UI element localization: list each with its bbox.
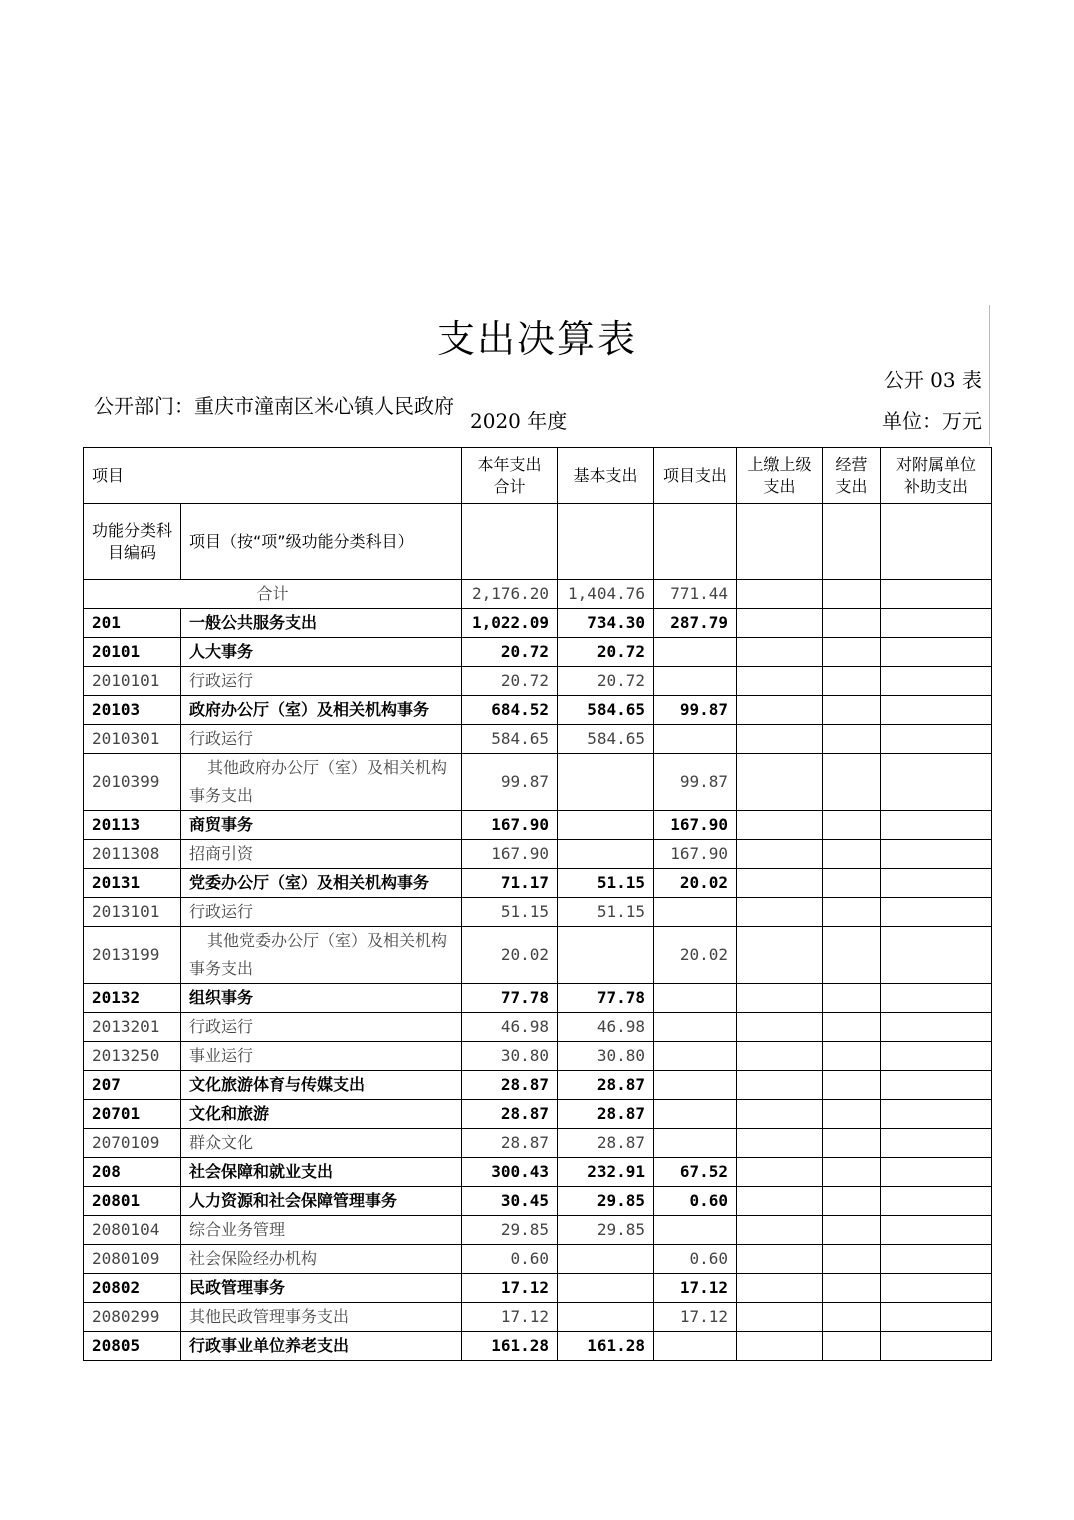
empty-cell: [737, 840, 823, 869]
empty-cell: [881, 869, 992, 898]
empty-cell: [823, 1274, 881, 1303]
table-row: [84, 1129, 992, 1158]
basic-cell: [558, 1274, 654, 1303]
name-cell: 其他党委办公厅（室）及相关机构事务支出: [181, 927, 462, 984]
code-cell: 2010399: [84, 754, 181, 811]
empty-cell: [881, 1129, 992, 1158]
total-cell: 99.87: [462, 754, 558, 811]
code-cell: 2070109: [84, 1129, 181, 1158]
empty-cell: [737, 667, 823, 696]
table-row: [84, 984, 992, 1013]
empty-cell: [881, 898, 992, 927]
table-row: [84, 1332, 992, 1361]
header-business: 经营支出: [823, 448, 881, 504]
empty-cell: [737, 609, 823, 638]
table-row: [84, 927, 992, 984]
basic-cell: 584.65: [558, 696, 654, 725]
empty-cell: [881, 1216, 992, 1245]
code-cell: 2080104: [84, 1216, 181, 1245]
empty-cell: [823, 1332, 881, 1361]
project-cell: [654, 984, 737, 1013]
name-cell: 其他民政管理事务支出: [181, 1303, 462, 1332]
empty-cell: [737, 1013, 823, 1042]
basic-cell: [558, 811, 654, 840]
total-cell: 28.87: [462, 1129, 558, 1158]
total-row: [84, 580, 992, 609]
table-row: [84, 1013, 992, 1042]
total-cell: 2,176.20: [462, 580, 558, 609]
empty-cell: [881, 1071, 992, 1100]
total-cell: 300.43: [462, 1158, 558, 1187]
basic-cell: 51.15: [558, 869, 654, 898]
table-row: [84, 1071, 992, 1100]
table-row: [84, 725, 992, 754]
table-row: [84, 1042, 992, 1071]
expenditure-table: [83, 447, 992, 1361]
table-row: [84, 609, 992, 638]
empty-cell: [737, 1332, 823, 1361]
name-cell: 其他政府办公厅（室）及相关机构事务支出: [181, 754, 462, 811]
empty-cell: [823, 811, 881, 840]
empty-cell: [823, 667, 881, 696]
table-row: [84, 1187, 992, 1216]
empty-cell: [881, 927, 992, 984]
code-cell: 2013101: [84, 898, 181, 927]
name-cell: 行政运行: [181, 898, 462, 927]
empty-cell: [881, 1245, 992, 1274]
name-cell: 商贸事务: [181, 811, 462, 840]
table-row: [84, 1216, 992, 1245]
empty-cell: [823, 927, 881, 984]
basic-cell: 28.87: [558, 1100, 654, 1129]
empty-cell: [737, 1216, 823, 1245]
basic-cell: 77.78: [558, 984, 654, 1013]
project-cell: 67.52: [654, 1158, 737, 1187]
total-cell: 30.45: [462, 1187, 558, 1216]
name-cell: 社会保险经办机构: [181, 1245, 462, 1274]
project-cell: [654, 1332, 737, 1361]
basic-cell: 51.15: [558, 898, 654, 927]
header-name: 项目（按“项”级功能分类科目）: [181, 504, 462, 580]
total-cell: 20.72: [462, 638, 558, 667]
project-cell: [654, 667, 737, 696]
empty-cell: [823, 1129, 881, 1158]
total-cell: 28.87: [462, 1100, 558, 1129]
total-cell: 46.98: [462, 1013, 558, 1042]
empty-cell: [737, 1158, 823, 1187]
empty-cell: [737, 638, 823, 667]
table-row: [84, 638, 992, 667]
empty-cell: [737, 1274, 823, 1303]
empty-cell: [881, 1303, 992, 1332]
project-cell: 0.60: [654, 1245, 737, 1274]
basic-cell: 161.28: [558, 1332, 654, 1361]
empty-cell: [823, 1303, 881, 1332]
name-cell: 行政运行: [181, 667, 462, 696]
empty-cell: [881, 725, 992, 754]
table-row: [84, 898, 992, 927]
empty-cell: [881, 1332, 992, 1361]
basic-cell: [558, 1303, 654, 1332]
code-cell: 2010101: [84, 667, 181, 696]
header-subsidy: 对附属单位补助支出: [881, 448, 992, 504]
total-cell: 0.60: [462, 1245, 558, 1274]
project-cell: [654, 638, 737, 667]
empty-cell: [823, 754, 881, 811]
basic-cell: 30.80: [558, 1042, 654, 1071]
project-cell: 20.02: [654, 869, 737, 898]
basic-cell: 28.87: [558, 1129, 654, 1158]
empty-cell: [881, 696, 992, 725]
total-cell: 161.28: [462, 1332, 558, 1361]
basic-cell: 232.91: [558, 1158, 654, 1187]
empty-cell: [737, 696, 823, 725]
project-cell: [654, 898, 737, 927]
basic-cell: 20.72: [558, 638, 654, 667]
empty-cell: [737, 898, 823, 927]
header-basic: 基本支出: [558, 448, 654, 504]
empty-cell: [823, 1216, 881, 1245]
subheader-row: [84, 504, 992, 580]
total-cell: 77.78: [462, 984, 558, 1013]
empty-cell: [881, 984, 992, 1013]
empty-cell: [881, 1042, 992, 1071]
empty-cell: [823, 1013, 881, 1042]
project-cell: [654, 1100, 737, 1129]
name-cell: 社会保障和就业支出: [181, 1158, 462, 1187]
empty-cell: [737, 869, 823, 898]
project-cell: 0.60: [654, 1187, 737, 1216]
project-cell: [654, 1013, 737, 1042]
name-cell: 一般公共服务支出: [181, 609, 462, 638]
basic-cell: 46.98: [558, 1013, 654, 1042]
total-cell: 17.12: [462, 1274, 558, 1303]
project-cell: [654, 1042, 737, 1071]
code-cell: 20701: [84, 1100, 181, 1129]
project-cell: [654, 1071, 737, 1100]
empty-cell: [823, 1245, 881, 1274]
basic-cell: 28.87: [558, 1071, 654, 1100]
empty-cell: [737, 725, 823, 754]
name-cell: 人大事务: [181, 638, 462, 667]
total-cell: 167.90: [462, 840, 558, 869]
empty-cell: [823, 696, 881, 725]
fiscal-year: 2020 年度: [470, 409, 568, 433]
table-row: [84, 869, 992, 898]
name-cell: 事业运行: [181, 1042, 462, 1071]
empty-cell: [737, 1187, 823, 1216]
name-cell: 行政事业单位养老支出: [181, 1332, 462, 1361]
project-cell: 99.87: [654, 754, 737, 811]
basic-cell: 29.85: [558, 1187, 654, 1216]
empty-cell: [823, 984, 881, 1013]
project-cell: [654, 1216, 737, 1245]
total-cell: 584.65: [462, 725, 558, 754]
unit-label: 单位：万元: [882, 409, 982, 433]
table-row: [84, 754, 992, 811]
total-cell: 51.15: [462, 898, 558, 927]
total-cell: 20.72: [462, 667, 558, 696]
code-cell: 20805: [84, 1332, 181, 1361]
empty-cell: [881, 1100, 992, 1129]
table-row: [84, 1245, 992, 1274]
code-cell: 2011308: [84, 840, 181, 869]
empty-cell: [823, 1100, 881, 1129]
empty-cell: [881, 1274, 992, 1303]
code-cell: 201: [84, 609, 181, 638]
name-cell: 行政运行: [181, 725, 462, 754]
empty-cell: [823, 1158, 881, 1187]
header-code: 功能分类科目编码: [84, 504, 181, 580]
total-cell: 20.02: [462, 927, 558, 984]
code-cell: 20103: [84, 696, 181, 725]
code-cell: 207: [84, 1071, 181, 1100]
table-row: [84, 1100, 992, 1129]
project-cell: 167.90: [654, 811, 737, 840]
code-cell: 20101: [84, 638, 181, 667]
empty-cell: [881, 667, 992, 696]
total-cell: 167.90: [462, 811, 558, 840]
basic-cell: [558, 927, 654, 984]
empty-cell: [737, 927, 823, 984]
code-cell: 20113: [84, 811, 181, 840]
total-label: 合计: [84, 580, 462, 609]
code-cell: 20132: [84, 984, 181, 1013]
empty-cell: [737, 1129, 823, 1158]
empty-cell: [737, 811, 823, 840]
name-cell: 综合业务管理: [181, 1216, 462, 1245]
code-cell: 2010301: [84, 725, 181, 754]
basic-cell: [558, 840, 654, 869]
name-cell: 招商引资: [181, 840, 462, 869]
total-cell: 29.85: [462, 1216, 558, 1245]
code-cell: 2013199: [84, 927, 181, 984]
empty-cell: [881, 1013, 992, 1042]
name-cell: 民政管理事务: [181, 1274, 462, 1303]
empty-cell: [881, 609, 992, 638]
empty-cell: [737, 984, 823, 1013]
name-cell: 文化和旅游: [181, 1100, 462, 1129]
table-row: [84, 1303, 992, 1332]
table-row: [84, 667, 992, 696]
department-label: 公开部门：重庆市潼南区米心镇人民政府: [94, 394, 454, 418]
total-cell: 1,022.09: [462, 609, 558, 638]
header-remit: 上缴上级支出: [737, 448, 823, 504]
empty-cell: [823, 898, 881, 927]
basic-cell: 1,404.76: [558, 580, 654, 609]
header-item: 项目: [84, 448, 462, 504]
code-cell: 20802: [84, 1274, 181, 1303]
name-cell: 人力资源和社会保障管理事务: [181, 1187, 462, 1216]
empty-cell: [823, 638, 881, 667]
name-cell: 组织事务: [181, 984, 462, 1013]
empty-cell: [823, 1187, 881, 1216]
code-cell: 2013250: [84, 1042, 181, 1071]
form-number: 公开 03 表: [883, 368, 982, 392]
table-row: [84, 811, 992, 840]
header-project: 项目支出: [654, 448, 737, 504]
empty-cell: [737, 1100, 823, 1129]
empty-cell: [881, 638, 992, 667]
empty-cell: [737, 754, 823, 811]
empty-cell: [823, 1071, 881, 1100]
empty-cell: [881, 840, 992, 869]
project-cell: [654, 725, 737, 754]
project-cell: 20.02: [654, 927, 737, 984]
table-row: [84, 696, 992, 725]
project-cell: 99.87: [654, 696, 737, 725]
basic-cell: 734.30: [558, 609, 654, 638]
total-cell: 684.52: [462, 696, 558, 725]
name-cell: 群众文化: [181, 1129, 462, 1158]
empty-cell: [823, 1042, 881, 1071]
project-cell: 17.12: [654, 1274, 737, 1303]
name-cell: 政府办公厅（室）及相关机构事务: [181, 696, 462, 725]
total-cell: 17.12: [462, 1303, 558, 1332]
code-cell: 208: [84, 1158, 181, 1187]
total-cell: 28.87: [462, 1071, 558, 1100]
project-cell: [654, 1129, 737, 1158]
basic-cell: 29.85: [558, 1216, 654, 1245]
basic-cell: 20.72: [558, 667, 654, 696]
header-total: 本年支出合计: [462, 448, 558, 504]
basic-cell: [558, 1245, 654, 1274]
basic-cell: [558, 754, 654, 811]
empty-cell: [737, 1303, 823, 1332]
empty-cell: [823, 840, 881, 869]
code-cell: 2080299: [84, 1303, 181, 1332]
empty-cell: [881, 754, 992, 811]
total-cell: 30.80: [462, 1042, 558, 1071]
project-cell: 17.12: [654, 1303, 737, 1332]
code-cell: 20801: [84, 1187, 181, 1216]
total-cell: 71.17: [462, 869, 558, 898]
table-row: [84, 1274, 992, 1303]
empty-cell: [737, 1245, 823, 1274]
empty-cell: [881, 1187, 992, 1216]
empty-cell: [823, 609, 881, 638]
code-cell: 2080109: [84, 1245, 181, 1274]
project-cell: 287.79: [654, 609, 737, 638]
empty-cell: [737, 1071, 823, 1100]
code-cell: 2013201: [84, 1013, 181, 1042]
basic-cell: 584.65: [558, 725, 654, 754]
name-cell: 党委办公厅（室）及相关机构事务: [181, 869, 462, 898]
empty-cell: [881, 1158, 992, 1187]
page-title: 支出决算表: [436, 317, 637, 361]
project-cell: 771.44: [654, 580, 737, 609]
empty-cell: [823, 725, 881, 754]
table-row: [84, 840, 992, 869]
empty-cell: [881, 811, 992, 840]
code-cell: 20131: [84, 869, 181, 898]
name-cell: 文化旅游体育与传媒支出: [181, 1071, 462, 1100]
empty-cell: [737, 1042, 823, 1071]
header-row: [84, 448, 992, 504]
table-row: [84, 1158, 992, 1187]
project-cell: 167.90: [654, 840, 737, 869]
name-cell: 行政运行: [181, 1013, 462, 1042]
empty-cell: [823, 869, 881, 898]
